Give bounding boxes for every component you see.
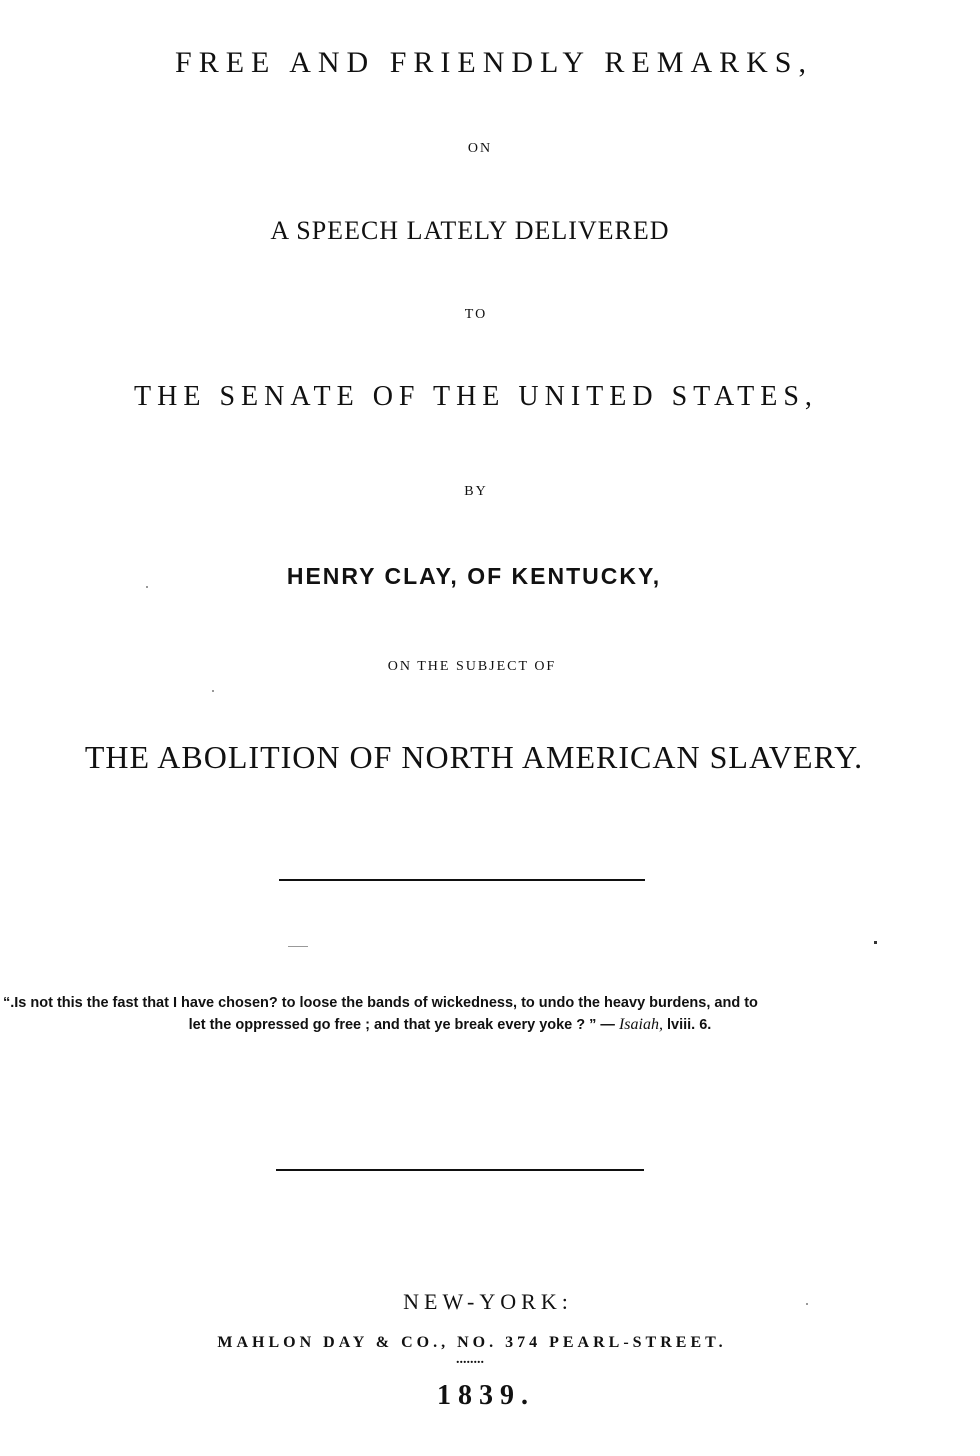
senate-line: THE SENATE OF THE UNITED STATES,	[134, 381, 818, 412]
epigraph-line-1: “.Is not this the fast that I have chosen? to loose the bands of wickedness, to undo the heavy burdens, and to	[3, 995, 758, 1011]
subject-intro: ON THE SUBJECT OF	[387, 659, 557, 674]
main-title: FREE AND FRIENDLY REMARKS,	[175, 46, 813, 79]
scan-speck	[288, 946, 308, 947]
scan-speck	[874, 941, 877, 944]
epigraph-citation-book: Isaiah,	[618, 1016, 663, 1033]
subject-title: THE ABOLITION OF NORTH AMERICAN SLAVERY.	[84, 739, 864, 775]
epigraph-line-2-text: let the oppressed go free ; and that ye break every yoke ? ” —	[188, 1017, 615, 1033]
imprint-year: 1839.	[437, 1380, 535, 1411]
author-name: HENRY CLAY, OF KENTUCKY,	[286, 563, 662, 589]
divider-rule-top	[279, 879, 645, 881]
connector-by: BY	[464, 484, 488, 499]
divider-rule-bottom	[276, 1169, 644, 1171]
speech-line: A SPEECH LATELY DELIVERED	[270, 216, 670, 245]
scan-speck	[806, 1303, 808, 1305]
scan-speck	[212, 690, 214, 692]
imprint-publisher: MAHLON DAY & CO., NO. 374 PEARL-STREET.	[217, 1334, 727, 1351]
scan-speck	[146, 586, 148, 588]
connector-to: TO	[464, 307, 488, 322]
epigraph-line-2	[0, 1016, 900, 1034]
imprint-ornament: ........	[456, 1352, 484, 1367]
epigraph-citation-ref: lviii. 6.	[667, 1017, 712, 1033]
imprint-city: NEW-YORK:	[403, 1289, 573, 1314]
connector-on: ON	[467, 141, 493, 156]
